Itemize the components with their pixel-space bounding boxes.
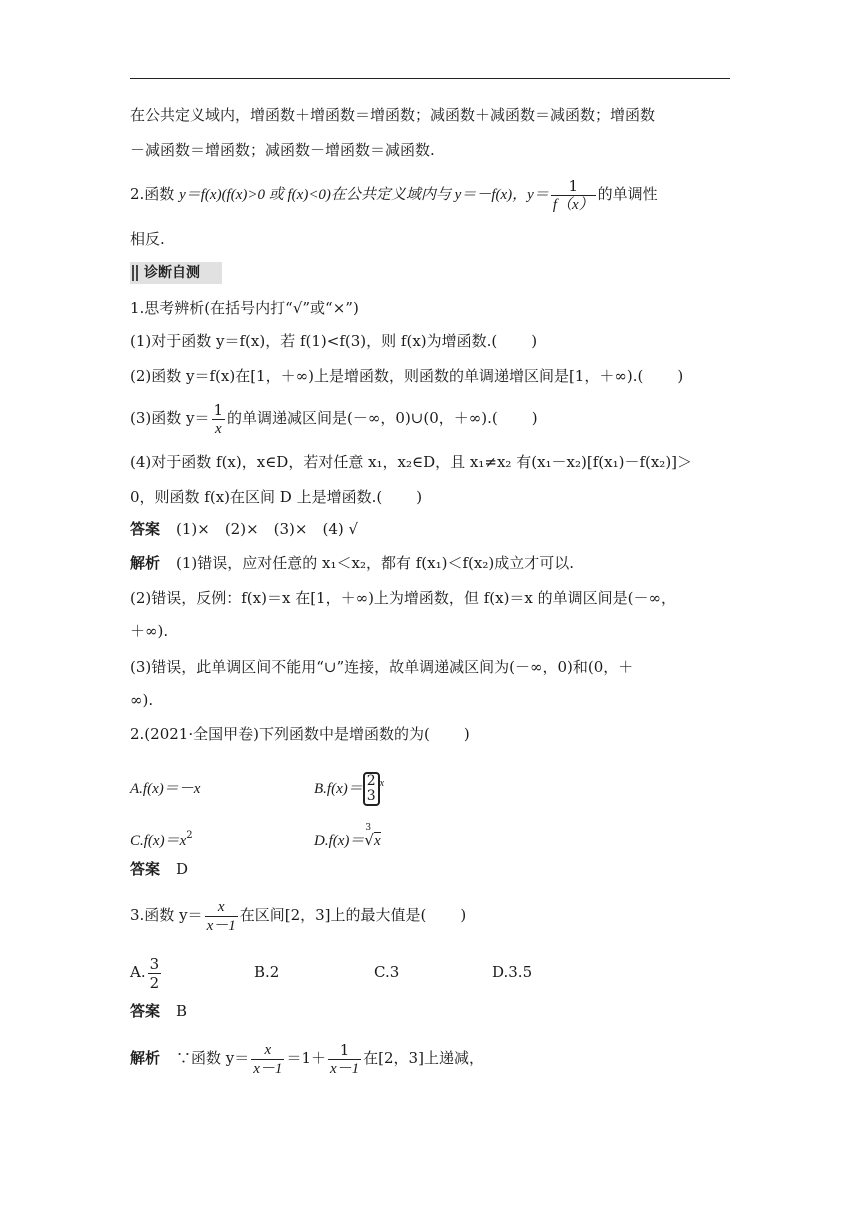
question-2-options-ab: A.f(x)＝－x B.f(x)＝ 2 3 $^x$ [130,762,384,811]
property-2 [130,176,658,214]
option-d-prefix: D.f(x)＝ [314,833,365,849]
answer-1 [130,518,358,541]
statement-3-fraction: $\frac{1}{x}$ [213,400,224,437]
intro-line-1: 在公共定义域内，增函数＋增函数＝增函数；减函数＋减函数＝减函数；增函数 [130,106,656,124]
fraction-denominator: f（x） [552,196,594,213]
question-3-options [130,950,532,994]
option-a: A.f(x)＝－x [130,781,201,797]
option-d: D.3.5 [492,963,533,981]
statement-1: (1)对于函数 y＝f(x)，若 f(1)<f(3)，则 f(x)为增函数.( ) [130,332,538,350]
option-c: C.3 [374,963,400,981]
question-3-fraction: $\frac{x}{x-1}$ [206,898,236,934]
question-1-stem: 1.思考辨析(在括号内打“√”或“×”) [130,299,359,317]
cube-root: 3 √x [364,823,381,849]
analysis-1: 解析 (1)错误，应对任意的 x₁＜x₂，都有 f(x₁)＜f(x₂)成立才可以. [130,554,574,572]
answer-2: 答案 D [130,860,189,878]
analysis-3: (3)错误，此单调区间不能用“∪”连接，故单调递减区间为(－∞，0)和(0，＋ [130,658,634,676]
intro-line-2: －减函数＝增函数；减函数－增函数＝减函数. [130,141,435,159]
property-2-line-2: 相反. [130,230,165,248]
option-a: A. $\frac{3}{2}$ [130,954,160,992]
analysis-2-cont: ＋∞). [130,622,169,640]
section-bar-mark [136,265,138,281]
question-3-stem: 3.函数 y＝ $\frac{x}{x-1}$ 在区间[2，3]上的最大值是( ) [130,898,467,934]
answer-value: (1)× (2)× (3)× (4) √ [176,520,359,538]
section-title: 诊断自测 [144,265,200,281]
property-2-prefix: 2.函数 [130,185,175,203]
analysis-q3: 解析 ∵函数 y＝ $\frac{x}{x-1}$ ＝1＋ $\frac{1}{x-1}$ 在[2，3]上递减， [130,1040,484,1077]
section-header [130,262,222,284]
question-2-options-cd [130,825,381,852]
option-b-bracket: 2 3 [363,772,380,806]
answer-label: 答案 [130,521,161,538]
header-rule [130,78,730,79]
analysis-label: 解析 [130,555,161,572]
analysis-3-cont: ∞). [130,691,154,709]
analysis-2: (2)错误，反例：f(x)＝x 在[1，＋∞)上为增函数，但 f(x)＝x 的单调区间是(－∞， [130,589,676,607]
statement-4: (4)对于函数 f(x)，x∈D，若对任意 x₁，x₂∈D，且 x₁≠x₂ 有(x₁－x₂)[f(x₁)－f(x₂)]＞ [130,453,693,471]
reciprocal-fraction [551,177,596,214]
statement-3: (3)函数 y＝ $\frac{1}{x}$ 的单调递减区间是(－∞，0)∪(0，＋∞).( ) [130,400,538,437]
answer-3: 答案 B [130,1002,188,1020]
option-b: B.2 [254,963,280,981]
fraction-numerator: 1 [551,177,596,196]
property-2-suffix: 的单调性 [597,185,658,203]
statement-4-cont: 0，则函数 f(x)在区间 D 上是增函数.( ) [130,488,423,506]
question-2-stem: 2.(2021·全国甲卷)下列函数中是增函数的为( ) [130,725,470,743]
section-bar-mark [132,265,134,281]
property-2-equation: y＝f(x)(f(x)>0 或 f(x)<0)在公共定义域内与 y＝－f(x)，y＝ [179,187,549,203]
option-c: $C.f(x)=x^2$ [130,830,193,849]
option-b-prefix: B.f(x)＝ [314,781,363,797]
statement-2: (2)函数 y＝f(x)在[1，＋∞)上是增函数，则函数的单调递增区间是[1，＋∞).( ) [130,367,684,385]
